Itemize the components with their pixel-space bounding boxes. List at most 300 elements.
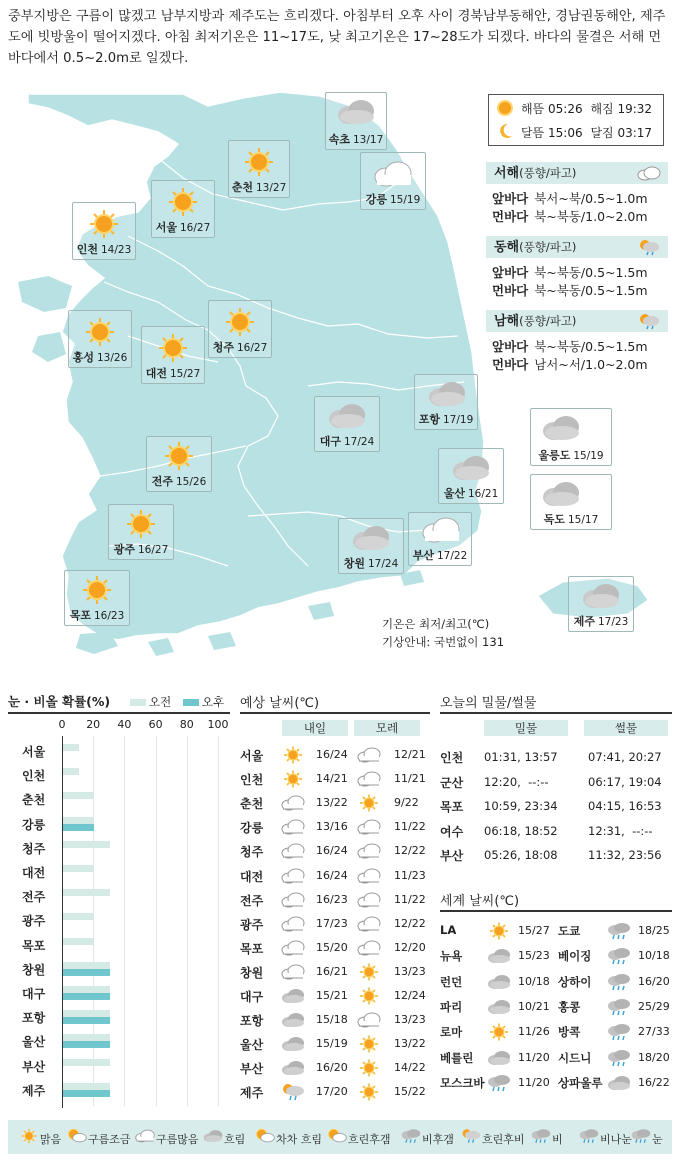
chart-gridline: [124, 736, 125, 1106]
forecast-temp-tomorrow: 16/23: [316, 892, 348, 906]
chart-gridline: [187, 736, 188, 1106]
forecast-temp-tomorrow: 15/18: [316, 1013, 348, 1027]
tide-low: 04:15, 16:53: [588, 799, 662, 813]
world-divider: [440, 910, 672, 912]
world-row: [440, 945, 672, 969]
map-city-gwangju: [108, 504, 174, 560]
chart-bar-am: [63, 865, 94, 872]
map-city-chuncheon: [228, 140, 290, 198]
tide-low: 12:31, --:--: [588, 823, 653, 838]
chart-bar-pm: [63, 1017, 110, 1024]
tide-col-high: 밀물: [484, 720, 568, 736]
cloud-icon: [449, 455, 493, 485]
forecast-city: 서울: [240, 749, 264, 763]
chart-category-label: 대구: [22, 987, 46, 1001]
world-temp: 10/18: [518, 974, 550, 988]
legend-label: 차차 흐림: [276, 1133, 323, 1146]
map-city-name: 울산: [443, 487, 465, 500]
forecast-row: [240, 816, 430, 839]
chart-category-label: 청주: [22, 841, 46, 856]
map-city-temp: 17/24: [368, 558, 399, 570]
chart-bar-am: [63, 768, 79, 775]
world-city: 도쿄: [558, 924, 581, 938]
tide-city: 인천: [440, 751, 464, 765]
legend-label: 비후갬: [422, 1133, 454, 1146]
forecast-row: [240, 768, 430, 791]
forecast-temp-dayafter: 13/23: [394, 1013, 426, 1027]
map-city-name: 속초: [328, 133, 350, 146]
sea-front-label: 앞바다: [492, 191, 529, 206]
forecast-temp-dayafter: 9/22: [394, 796, 419, 810]
forecast-city: 춘천: [240, 797, 264, 812]
world-temp: 11/20: [518, 1075, 550, 1089]
cloud-light-icon: [356, 867, 382, 888]
forecast-city: 광주: [240, 917, 264, 932]
chart-bar-pm: [63, 993, 110, 1000]
sea-east: [486, 236, 668, 300]
world-row: [440, 920, 672, 944]
cloud-icon: [349, 525, 393, 555]
chart-category-label: 포항: [22, 1011, 46, 1026]
forecast-row: [240, 937, 430, 960]
sun-icon: [18, 1128, 40, 1147]
world-city: LA: [440, 923, 457, 937]
sunset-label: 해짐: [590, 102, 614, 116]
rain-icon: [606, 973, 632, 994]
chart-category-label: 부산: [22, 1059, 46, 1074]
info-note: 기상안내: 국번없이 131: [382, 635, 505, 649]
chart-bar-pm: [63, 1090, 110, 1097]
forecast-temp-tomorrow: 17/20: [316, 1085, 348, 1099]
weather-map: [8, 86, 672, 681]
map-city-ulsan: [438, 448, 504, 504]
map-city-name: 울릉도: [538, 449, 571, 462]
forecast-city: 인천: [240, 773, 264, 788]
cloud-light-icon: [280, 915, 306, 936]
tide-low: 06:17, 19:04: [588, 774, 662, 789]
forecast-row: [240, 1033, 430, 1056]
map-city-name: 목포: [69, 609, 91, 622]
cloud-icon: [334, 99, 378, 129]
sun-moon-box: [488, 94, 664, 146]
map-city-temp: 13/17: [353, 134, 384, 146]
world-temp: 11/26: [518, 1025, 550, 1039]
cloud-icon: [202, 1128, 224, 1147]
world-title: 세계 날씨(℃): [440, 894, 520, 909]
chart-bar-am: [63, 1010, 110, 1017]
forecast-temp-tomorrow: 16/24: [316, 844, 348, 858]
map-city-temp: 17/23: [598, 616, 629, 628]
sea-far-label: 먼바다: [492, 283, 529, 298]
sun-icon: [356, 1035, 382, 1056]
forecast-city: 목포: [240, 941, 264, 956]
tide-row: [440, 795, 672, 819]
sunset-time: 19:32: [617, 102, 653, 116]
world-city: 로마: [440, 1025, 463, 1040]
map-city-incheon: [72, 202, 136, 260]
chart-tick-label: 20: [86, 718, 101, 731]
sea-far-label: 먼바다: [492, 357, 529, 372]
map-city-name: 인천: [76, 243, 98, 256]
forecast-temp-tomorrow: 13/16: [316, 820, 348, 834]
sun-icon: [158, 333, 188, 363]
forecast-row: [240, 1009, 430, 1032]
forecast-city: 전주: [240, 893, 264, 908]
temp-note: 기온은 최저/최고(℃): [382, 617, 490, 631]
world-temp: 18/25: [638, 924, 670, 937]
legend-swatch-pm: [183, 699, 199, 706]
map-city-name: 대전: [145, 367, 167, 380]
cloud-icon: [419, 517, 463, 547]
world-city: 방콕: [558, 1025, 581, 1040]
map-city-temp: 16/21: [468, 488, 499, 500]
cloud-icon: [280, 987, 306, 1008]
cloud-light-icon: [280, 794, 306, 815]
cloud-light-icon: [356, 818, 382, 839]
chart-divider: [8, 712, 230, 714]
map-city-pohang: [414, 374, 478, 430]
forecast-temp-dayafter: 12/22: [394, 844, 426, 858]
sun-icon: [85, 317, 115, 347]
rain-icon: [606, 1023, 632, 1044]
tide-row: [440, 746, 672, 770]
chart-category-label: 목포: [22, 938, 46, 953]
cloud-icon: [486, 947, 512, 968]
moon-icon: [499, 123, 513, 139]
forecast-temp-dayafter: 11/22: [394, 820, 426, 834]
chart-bar-am: [63, 792, 94, 799]
map-city-name: 대구: [319, 435, 341, 448]
tide-high: 01:31, 13:57: [484, 750, 558, 764]
forecast-temp-tomorrow: 15/20: [316, 940, 348, 954]
cloud-icon: [280, 1059, 306, 1080]
chart-category-label: 울산: [22, 1035, 46, 1050]
chart-bar-pm: [63, 969, 110, 976]
map-city-sokcho: [325, 92, 387, 150]
chart-gridline: [156, 736, 157, 1106]
forecast-temp-tomorrow: 14/21: [316, 772, 348, 786]
chart-bar-am: [63, 841, 110, 848]
tide-high: 05:26, 18:08: [484, 848, 558, 862]
cloud-icon: [636, 165, 662, 181]
forecast-temp-tomorrow: 16/24: [316, 868, 348, 882]
forecast-row: [240, 1057, 430, 1080]
forecast-temp-tomorrow: 16/20: [316, 1061, 348, 1075]
legend-label: 흐린후갬: [348, 1133, 391, 1146]
sea-front-label: 앞바다: [492, 265, 529, 280]
cloud-icon: [539, 415, 583, 445]
world-temp: 15/23: [518, 949, 550, 963]
map-city-name: 광주: [113, 543, 135, 556]
cloud-light-icon: [280, 842, 306, 863]
weather-legend: [8, 1120, 672, 1154]
sea-west: [486, 162, 668, 226]
sun-rain-icon: [636, 312, 662, 330]
tide-row: [440, 771, 672, 795]
moonset-label: 달짐: [590, 126, 614, 140]
world-city: 파리: [440, 999, 463, 1014]
sun-icon: [164, 441, 194, 471]
forecast-temp-tomorrow: 15/19: [316, 1037, 348, 1051]
forecast-row: [240, 840, 430, 863]
cloud-icon: [486, 998, 512, 1019]
forecast-city: 포항: [240, 1014, 264, 1029]
world-temp: 10/21: [518, 999, 550, 1013]
map-city-name: 포항: [418, 413, 440, 426]
chart-category-label: 춘천: [22, 793, 46, 808]
chart-category-label: 창원: [22, 962, 46, 977]
world-city: 런던: [440, 974, 463, 989]
chart-bar-am: [63, 1083, 110, 1090]
legend-label: 비: [552, 1133, 563, 1146]
map-city-name: 홍성: [72, 351, 94, 364]
world-row: [440, 1047, 672, 1071]
forecast-temp-dayafter: 14/22: [394, 1061, 426, 1075]
forecast-temp-dayafter: 13/23: [394, 964, 426, 978]
sea-name: 서해: [494, 166, 520, 181]
sea-front-value: 북서~북/0.5~1.0m: [534, 191, 648, 206]
sun-cloud-icon: [66, 1128, 88, 1147]
chart-bar-am: [63, 913, 94, 920]
forecast-city: 대전: [240, 869, 264, 884]
sun-icon: [225, 307, 255, 337]
map-city-temp: 13/26: [97, 352, 128, 364]
sea-south: [486, 310, 668, 374]
forecast-row: [240, 865, 430, 888]
world-row: [440, 1072, 672, 1096]
forecast-col-dayafter: 모레: [354, 720, 420, 736]
cloud-icon: [280, 1011, 306, 1032]
chart-tick-label: 60: [148, 718, 163, 731]
cloud-light-icon: [356, 891, 382, 912]
map-city-name: 제주: [573, 615, 595, 628]
cloud-light-icon: [280, 891, 306, 912]
sun-rain-icon: [460, 1128, 482, 1147]
sea-front-value: 북~북동/0.5~1.5m: [534, 265, 648, 280]
cloud-light-icon: [280, 963, 306, 984]
intro-text: 중부지방은 구름이 많겠고 남부지방과 제주도는 흐리겠다. 아침부터 오후 사이 경북남부동해안, 경남권동해안, 제주도에 빗방울이 떨어지겠다. 아침 최저기온은 11~17도, 낮 최고기온은 17~28도가 되겠다. 바다의 물결은 서해 먼바다에서 0.5~2.0m로 일겠다.: [8, 9, 666, 66]
map-city-jeonju: [146, 436, 212, 492]
tide-city: 부산: [440, 849, 464, 863]
forecast-row: [240, 792, 430, 815]
forecast-temp-dayafter: 13/22: [394, 1037, 426, 1051]
tide-divider: [440, 712, 672, 714]
chart-legend: [130, 694, 224, 710]
cloud-icon: [579, 583, 623, 613]
legend-label: 구름조금: [88, 1133, 131, 1146]
map-city-name: 독도: [543, 513, 565, 526]
sun-rain-icon: [280, 1083, 306, 1104]
chart-category-label: 인천: [22, 769, 46, 784]
forecast-row: [240, 889, 430, 912]
map-city-gangneung: [360, 152, 426, 210]
world-row: [440, 971, 672, 995]
sea-front-label: 앞바다: [492, 339, 529, 354]
forecast-row: [240, 961, 430, 984]
sun-cloud-icon: [254, 1128, 276, 1147]
forecast-city: 울산: [240, 1038, 264, 1053]
forecast-city: 대구: [240, 990, 264, 1004]
world-temp: 10/18: [638, 949, 670, 963]
world-temp: 16/20: [638, 974, 670, 988]
map-city-mokpo: [64, 570, 130, 626]
world-city: 베를린: [440, 1050, 474, 1065]
sea-name: 동해: [494, 240, 520, 255]
moonrise-time: 15:06: [548, 126, 583, 140]
moonset-time: 03:17: [617, 126, 653, 140]
map-city-cheongju: [208, 300, 272, 358]
sun-icon: [356, 1083, 382, 1104]
chart-bar-pm: [63, 824, 94, 831]
legend-label: 흐린후비: [482, 1133, 525, 1146]
legend-label-pm: 오후: [201, 695, 225, 709]
forecast-city: 제주: [240, 1086, 264, 1101]
rain-icon: [530, 1128, 552, 1147]
world-temp: 25/29: [638, 999, 670, 1013]
chart-bar-am: [63, 817, 94, 824]
sun-icon: [280, 770, 306, 791]
tide-low: 07:41, 20:27: [588, 750, 662, 764]
chart-bar-pm: [63, 1041, 110, 1048]
legend-label: 구름많음: [156, 1133, 199, 1146]
sea-front-value: 북~북동/0.5~1.5m: [534, 339, 648, 354]
sea-sub: (풍향/파고): [519, 314, 577, 328]
world-city: 모스크바: [440, 1075, 485, 1090]
world-temp: 27/33: [638, 1025, 670, 1039]
rain-icon: [606, 947, 632, 968]
map-city-name: 부산: [412, 549, 434, 562]
world-temp: 15/27: [518, 924, 550, 937]
cloud-icon: [425, 381, 469, 411]
sea-far-value: 남서~서/1.0~2.0m: [534, 357, 648, 372]
chart-bar-am: [63, 1034, 110, 1041]
cloud-icon: [486, 1049, 512, 1070]
forecast-temp-tomorrow: 13/22: [316, 796, 348, 810]
cloud-light-icon: [356, 746, 382, 767]
world-temp: 16/22: [638, 1075, 670, 1089]
world-temp: 11/20: [518, 1050, 550, 1064]
map-city-temp: 16/27: [180, 222, 211, 234]
cloud-icon: [539, 481, 583, 511]
chart-category-label: 광주: [22, 914, 46, 929]
chart-tick-label: 100: [207, 718, 229, 731]
sea-name: 남해: [494, 314, 520, 329]
map-city-seoul: [151, 180, 215, 238]
cloud-light-icon: [356, 915, 382, 936]
chart-bar-am: [63, 1059, 110, 1066]
forecast-divider: [240, 712, 430, 714]
chart-tick-label: 80: [179, 718, 194, 731]
cloud-icon: [325, 403, 369, 433]
forecast-city: 강릉: [240, 821, 264, 836]
tide-high: 12:20, --:--: [484, 774, 549, 789]
sea-far-value: 북~북동/0.5~1.5m: [534, 283, 648, 298]
sea-sub: (풍향/파고): [519, 240, 577, 254]
sun-icon: [244, 147, 274, 177]
tide-high: 10:59, 23:34: [484, 799, 558, 813]
map-city-daejeon: [141, 326, 205, 384]
map-city-name: 강릉: [365, 193, 387, 206]
chart-category-label: 제주: [22, 1083, 46, 1098]
chart-title: 눈 · 비올 확률(%): [8, 694, 111, 709]
chart-bar-am: [63, 744, 79, 751]
sun-rain-icon: [636, 238, 662, 256]
cloud-icon: [606, 1074, 632, 1095]
map-city-temp: 15/19: [573, 450, 604, 462]
chart-gridline: [218, 736, 219, 1106]
sea-far-label: 먼바다: [492, 209, 529, 224]
map-city-daegu: [314, 396, 380, 452]
map-city-jeju: [568, 576, 634, 632]
map-city-changwon: [338, 518, 404, 574]
chart-tick-label: 0: [58, 718, 66, 731]
cloud-light-icon: [356, 842, 382, 863]
rain-icon: [486, 1074, 512, 1095]
forecast-temp-tomorrow: 17/23: [316, 916, 348, 930]
world-city: 상하이: [558, 974, 592, 989]
legend-label: 흐림: [224, 1133, 246, 1146]
cloud-light-icon: [356, 770, 382, 791]
map-city-temp: 17/22: [437, 550, 468, 562]
forecast-row: [240, 913, 430, 936]
legend-label: 맑음: [40, 1133, 62, 1146]
map-city-temp: 15/19: [390, 194, 421, 206]
sea-far-value: 북~북동/1.0~2.0m: [534, 209, 648, 224]
cloud-icon: [371, 161, 415, 191]
forecast-city: 청주: [240, 845, 264, 860]
tide-row: [440, 844, 672, 868]
legend-label: 눈: [652, 1133, 663, 1146]
forecast-temp-dayafter: 12/22: [394, 916, 426, 930]
map-city-name: 창원: [343, 557, 365, 570]
sun-icon: [280, 746, 306, 767]
map-city-temp: 16/27: [237, 342, 268, 354]
chart-bar-am: [63, 986, 110, 993]
sun-icon: [356, 963, 382, 984]
forecast-temp-tomorrow: 16/21: [316, 964, 348, 978]
tide-col-low: 썰물: [584, 720, 668, 736]
world-city: 베이징: [558, 949, 592, 964]
map-city-temp: 15/27: [170, 368, 201, 380]
chart-tick-label: 40: [117, 718, 132, 731]
map-city-name: 청주: [212, 341, 234, 354]
sun-icon: [168, 187, 198, 217]
sun-icon: [356, 1059, 382, 1080]
world-row: [440, 996, 672, 1020]
world-temp: 18/20: [638, 1050, 670, 1064]
world-row: [440, 1021, 672, 1045]
sea-sub: (풍향/파고): [519, 166, 577, 180]
forecast-title: 예상 날씨(℃): [240, 696, 320, 711]
forecast-temp-dayafter: 11/22: [394, 892, 426, 906]
cloud-icon: [486, 973, 512, 994]
forecast-temp-dayafter: 12/24: [394, 989, 426, 1002]
cloud-light-icon: [280, 867, 306, 888]
map-city-temp: 14/23: [101, 244, 132, 256]
forecast-temp-tomorrow: 16/24: [316, 748, 348, 761]
forecast-row: [240, 1081, 430, 1104]
rain-icon: [630, 1128, 652, 1147]
forecast-temp-dayafter: 12/20: [394, 940, 426, 954]
forecast-city: 부산: [240, 1062, 264, 1077]
map-city-name: 서울: [155, 221, 177, 234]
forecast-temp-dayafter: 15/22: [394, 1085, 426, 1099]
rain-icon: [606, 1049, 632, 1070]
sun-icon: [497, 100, 513, 116]
sun-icon: [486, 1023, 512, 1044]
rain-icon: [400, 1128, 422, 1147]
legend-label: 비나눈: [600, 1133, 632, 1146]
